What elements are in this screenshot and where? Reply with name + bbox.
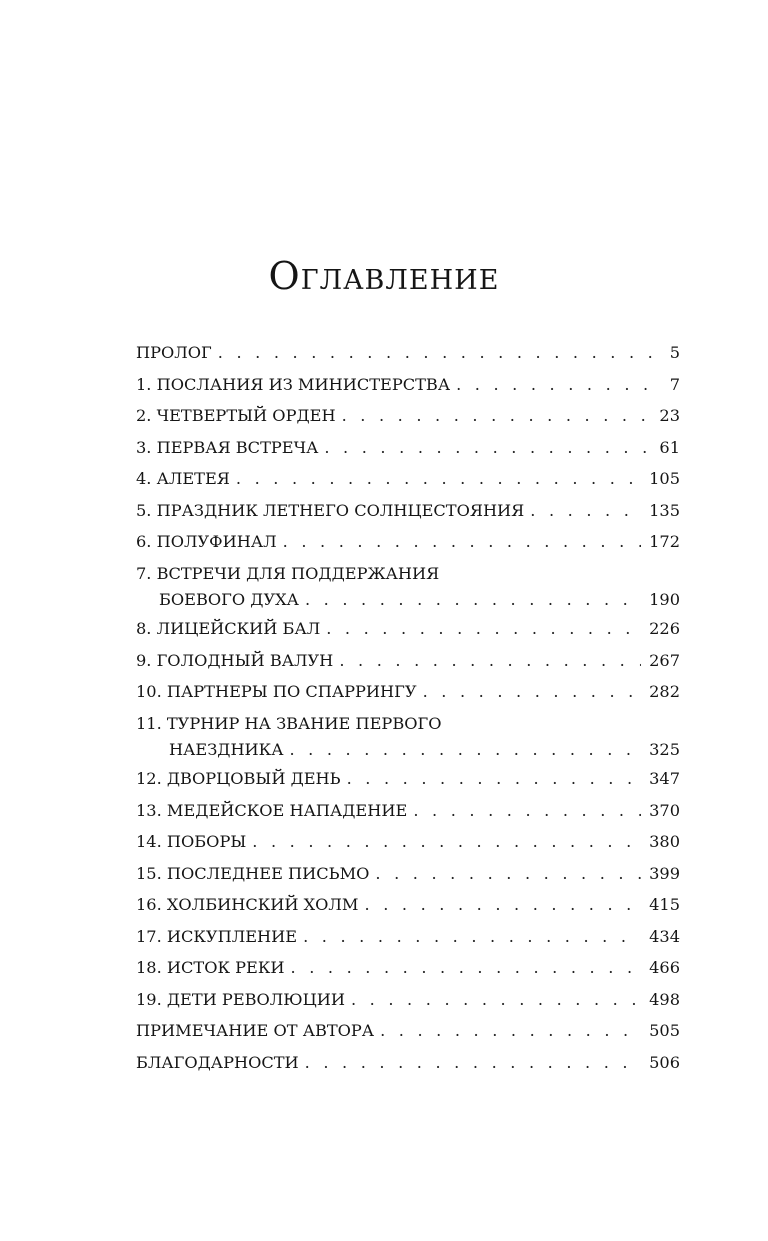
toc-entry[interactable]: [136, 711, 680, 767]
toc-page-number: 434: [649, 926, 680, 946]
toc-page-number: 325: [649, 739, 680, 759]
toc-entry[interactable]: [136, 892, 680, 924]
toc-page-number: 370: [649, 800, 680, 820]
dot-leader: [351, 987, 641, 1013]
toc-entry[interactable]: [136, 372, 680, 404]
toc-entry-continuation: [136, 587, 680, 613]
toc-entry[interactable]: [136, 498, 680, 530]
toc-entry[interactable]: [136, 435, 680, 467]
toc-page-number: 505: [649, 1021, 680, 1040]
dot-leader: [365, 892, 642, 918]
toc-entry-label: 6. ПОЛУФИНАЛ: [136, 532, 277, 551]
toc-page-number: 399: [649, 863, 680, 883]
dot-leader: [289, 737, 641, 763]
toc-entry-label: 2. ЧЕТВЕРТЫЙ ОРДЕН: [136, 406, 336, 425]
toc-entry[interactable]: [136, 466, 680, 498]
toc-entry[interactable]: [136, 987, 680, 1019]
toc-entry[interactable]: [136, 829, 680, 861]
dot-leader: [380, 1018, 641, 1044]
toc-page-number: 267: [649, 650, 680, 670]
toc-entry-label: 3. ПЕРВАЯ ВСТРЕЧА: [136, 437, 319, 457]
dot-leader: [375, 861, 641, 887]
toc-page-number: 23: [659, 406, 680, 425]
toc-entry-label: ПРИМЕЧАНИЕ ОТ АВТОРА: [136, 1021, 375, 1040]
toc-entry-label: 15. ПОСЛЕДНЕЕ ПИСЬМО: [136, 863, 370, 883]
toc-entry-label: 13. МЕДЕЙСКОЕ НАПАДЕНИЕ: [136, 800, 408, 820]
toc-entry-label: 1. ПОСЛАНИЯ ИЗ МИНИСТЕРСТВА: [136, 374, 451, 394]
toc-entry-label: 14. ПОБОРЫ: [136, 832, 247, 851]
toc-entry[interactable]: [136, 798, 680, 830]
toc-entry-label: БЛАГОДАРНОСТИ: [136, 1052, 299, 1072]
toc-entry-label: 7. ВСТРЕЧИ ДЛЯ ПОДДЕРЖАНИЯ: [136, 563, 440, 583]
toc-entry-label: 16. ХОЛБИНСКИЙ ХОЛМ: [136, 895, 359, 914]
dot-leader: [218, 340, 662, 366]
toc-page-number: 282: [649, 682, 680, 701]
page-title: Оглавление: [268, 254, 500, 298]
dot-leader: [456, 372, 662, 398]
toc-page-number: 466: [649, 958, 680, 977]
toc-entry-label: 18. ИСТОК РЕКИ: [136, 958, 285, 977]
toc-page-number: 105: [649, 469, 680, 488]
toc-entry-label: 9. ГОЛОДНЫЙ ВАЛУН: [136, 650, 334, 670]
dot-leader: [423, 679, 642, 705]
toc-entry[interactable]: [136, 924, 680, 956]
dot-leader: [305, 1050, 641, 1076]
toc-page-number: 380: [649, 832, 680, 851]
toc-entry-continuation: [136, 737, 680, 763]
toc-entry-label-continued: НАЕЗДНИКА: [169, 739, 284, 759]
toc-page-number: 190: [649, 589, 680, 609]
toc-entry-label: ПРОЛОГ: [136, 343, 212, 362]
toc-entry-label: 4. АЛЕТЕЯ: [136, 469, 230, 488]
toc-entry[interactable]: [136, 648, 680, 680]
dot-leader: [339, 648, 641, 674]
toc-entry[interactable]: [136, 529, 680, 561]
toc-entry[interactable]: [136, 616, 680, 648]
dot-leader: [291, 955, 642, 981]
dot-leader: [305, 587, 641, 613]
dot-leader: [283, 529, 641, 555]
toc-entry-label: 5. ПРАЗДНИК ЛЕТНЕГО СОЛНЦЕСТОЯНИЯ: [136, 500, 525, 520]
table-of-contents: [136, 340, 680, 1081]
toc-page-number: 498: [649, 989, 680, 1009]
dot-leader: [252, 829, 641, 855]
toc-page-number: 172: [649, 532, 680, 551]
toc-entry-label-continued: БОЕВОГО ДУХА: [159, 589, 299, 609]
toc-entry[interactable]: [136, 955, 680, 987]
toc-entry[interactable]: [136, 766, 680, 798]
toc-entry-label: 10. ПАРТНЕРЫ ПО СПАРРИНГУ: [136, 682, 417, 701]
toc-page-number: 135: [649, 500, 680, 520]
toc-entry[interactable]: [136, 1018, 680, 1050]
toc-entry-label: 19. ДЕТИ РЕВОЛЮЦИИ: [136, 989, 345, 1009]
toc-page-number: 5: [669, 343, 680, 362]
toc-entry[interactable]: [136, 1050, 680, 1082]
toc-page-number: 61: [659, 437, 680, 457]
toc-entry[interactable]: [136, 561, 680, 617]
toc-page-number: 415: [649, 895, 680, 914]
toc-entry-label: 8. ЛИЦЕЙСКИЙ БАЛ: [136, 619, 321, 638]
dot-leader: [236, 466, 641, 492]
toc-entry[interactable]: [136, 340, 680, 372]
dot-leader: [303, 924, 641, 950]
toc-page-number: 506: [649, 1052, 680, 1072]
dot-leader: [342, 403, 652, 429]
toc-entry-label: 12. ДВОРЦОВЫЙ ДЕНЬ: [136, 769, 341, 788]
dot-leader: [326, 616, 641, 642]
dot-leader: [413, 798, 641, 824]
toc-page-number: 226: [649, 619, 680, 638]
dot-leader: [530, 498, 641, 524]
toc-entry[interactable]: [136, 679, 680, 711]
toc-entry[interactable]: [136, 403, 680, 435]
toc-page-number: 7: [669, 374, 680, 394]
toc-entry[interactable]: [136, 861, 680, 893]
dot-leader: [347, 766, 642, 792]
toc-entry-label: 17. ИСКУПЛЕНИЕ: [136, 926, 298, 946]
toc-entry-label: 11. ТУРНИР НА ЗВАНИЕ ПЕРВОГО: [136, 713, 442, 733]
dot-leader: [324, 435, 651, 461]
toc-page-number: 347: [649, 769, 680, 788]
